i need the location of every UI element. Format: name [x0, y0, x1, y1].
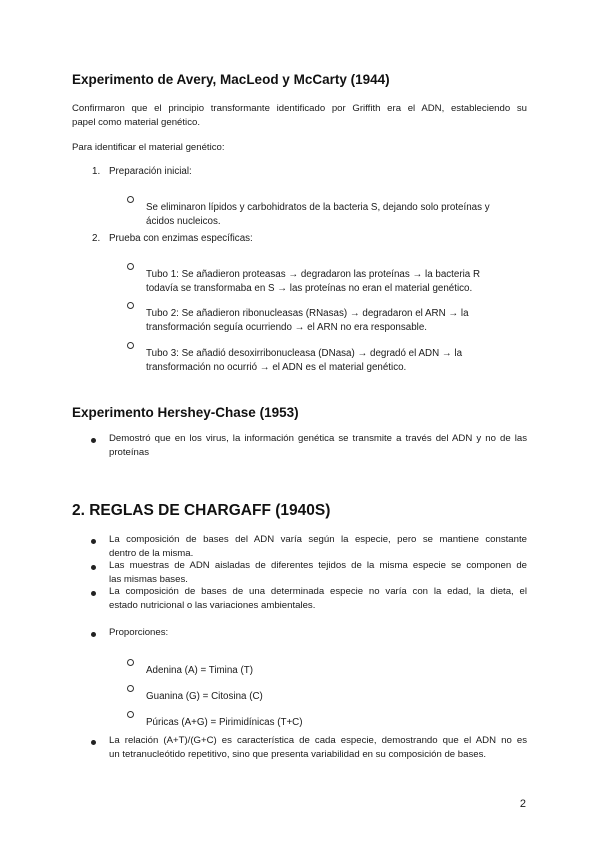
proportion-1: Adenina (A) = Timina (T) [146, 664, 253, 676]
step-1-number: 1. [92, 166, 101, 177]
hollow-bullet-icon [127, 342, 134, 349]
avery-lead: Para identificar el material genético: [72, 142, 225, 153]
chargaff-final-line2: un tetranucleótido repetitivo, sino que presenta variabilidad en su composición de bases. [109, 749, 487, 760]
proportions-label: Proporciones: [109, 627, 169, 638]
chargaff-final-line1: La relación (A+T)/(G+C) es característica de cada especie, demostrando que el ADN no es [109, 735, 527, 746]
hershey-bullet-line2: proteínas [109, 447, 150, 458]
bullet-dot-icon [91, 565, 96, 570]
step-2-item-2-line2: transformación seguía ocurriendo → el ARN no era responsable. [146, 321, 427, 333]
step-2-item-1-line2: todavía se transformaba en S → las proteínas no eran el material genético. [146, 282, 473, 294]
bullet-dot-icon [91, 591, 96, 596]
proportion-2: Guanina (G) = Citosina (C) [146, 690, 263, 702]
bullet-dot-icon [91, 632, 96, 637]
avery-intro-line2: papel como material genético. [72, 117, 200, 128]
step-1-item-1-line2: ácidos nucleicos. [146, 215, 221, 227]
chargaff-bullet-1-line2: dentro de la misma. [109, 548, 194, 559]
bullet-dot-icon [91, 539, 96, 544]
hollow-bullet-icon [127, 302, 134, 309]
hershey-title: Experimento Hershey-Chase (1953) [72, 405, 299, 420]
proportion-3: Púricas (A+G) = Pirimidínicas (T+C) [146, 716, 303, 728]
chargaff-title: 2. REGLAS DE CHARGAFF (1940S) [72, 502, 331, 519]
chargaff-bullet-3-line1: La composición de bases de una determinada especie no varía con la edad, la dieta, el [109, 586, 527, 597]
avery-title: Experimento de Avery, MacLeod y McCarty (1944) [72, 72, 390, 87]
step-2-label: Prueba con enzimas específicas: [109, 233, 253, 244]
hershey-bullet-line1: Demostró que en los virus, la información genética se transmite a través del ADN y no de las [109, 433, 527, 444]
chargaff-bullet-2-line2: las mismas bases. [109, 574, 188, 585]
avery-intro-line1: Confirmaron que el principio transformante identificado por Griffith era el ADN, estableciendo su [72, 103, 527, 114]
hollow-bullet-icon [127, 659, 134, 666]
hollow-bullet-icon [127, 196, 134, 203]
chargaff-bullet-1-line1: La composición de bases del ADN varía según la especie, pero se mantiene constante [109, 534, 527, 545]
hollow-bullet-icon [127, 685, 134, 692]
hollow-bullet-icon [127, 711, 134, 718]
page-number: 2 [519, 798, 526, 810]
hollow-bullet-icon [127, 263, 134, 270]
step-2-item-2-line1: Tubo 2: Se añadieron ribonucleasas (RNasas) → degradaron el ARN → la [146, 307, 469, 319]
chargaff-bullet-2-line1: Las muestras de ADN aisladas de diferentes tejidos de la misma especie se componen de [109, 560, 527, 571]
step-2-item-3-line2: transformación no ocurrió → el ADN es el material genético. [146, 361, 407, 373]
step-1-item-1-line1: Se eliminaron lípidos y carbohidratos de la bacteria S, dejando solo proteínas y [146, 201, 490, 213]
step-2-item-3-line1: Tubo 3: Se añadió desoxirribonucleasa (DNasa) → degradó el ADN → la [146, 347, 463, 359]
chargaff-bullet-3-line2: estado nutricional o las variaciones ambientales. [109, 600, 316, 611]
step-1-label: Preparación inicial: [109, 166, 192, 177]
bullet-dot-icon [91, 740, 96, 745]
bullet-dot-icon [91, 438, 96, 443]
step-2-item-1-line1: Tubo 1: Se añadieron proteasas → degradaron las proteínas → la bacteria R [146, 268, 481, 280]
step-2-number: 2. [92, 233, 101, 244]
